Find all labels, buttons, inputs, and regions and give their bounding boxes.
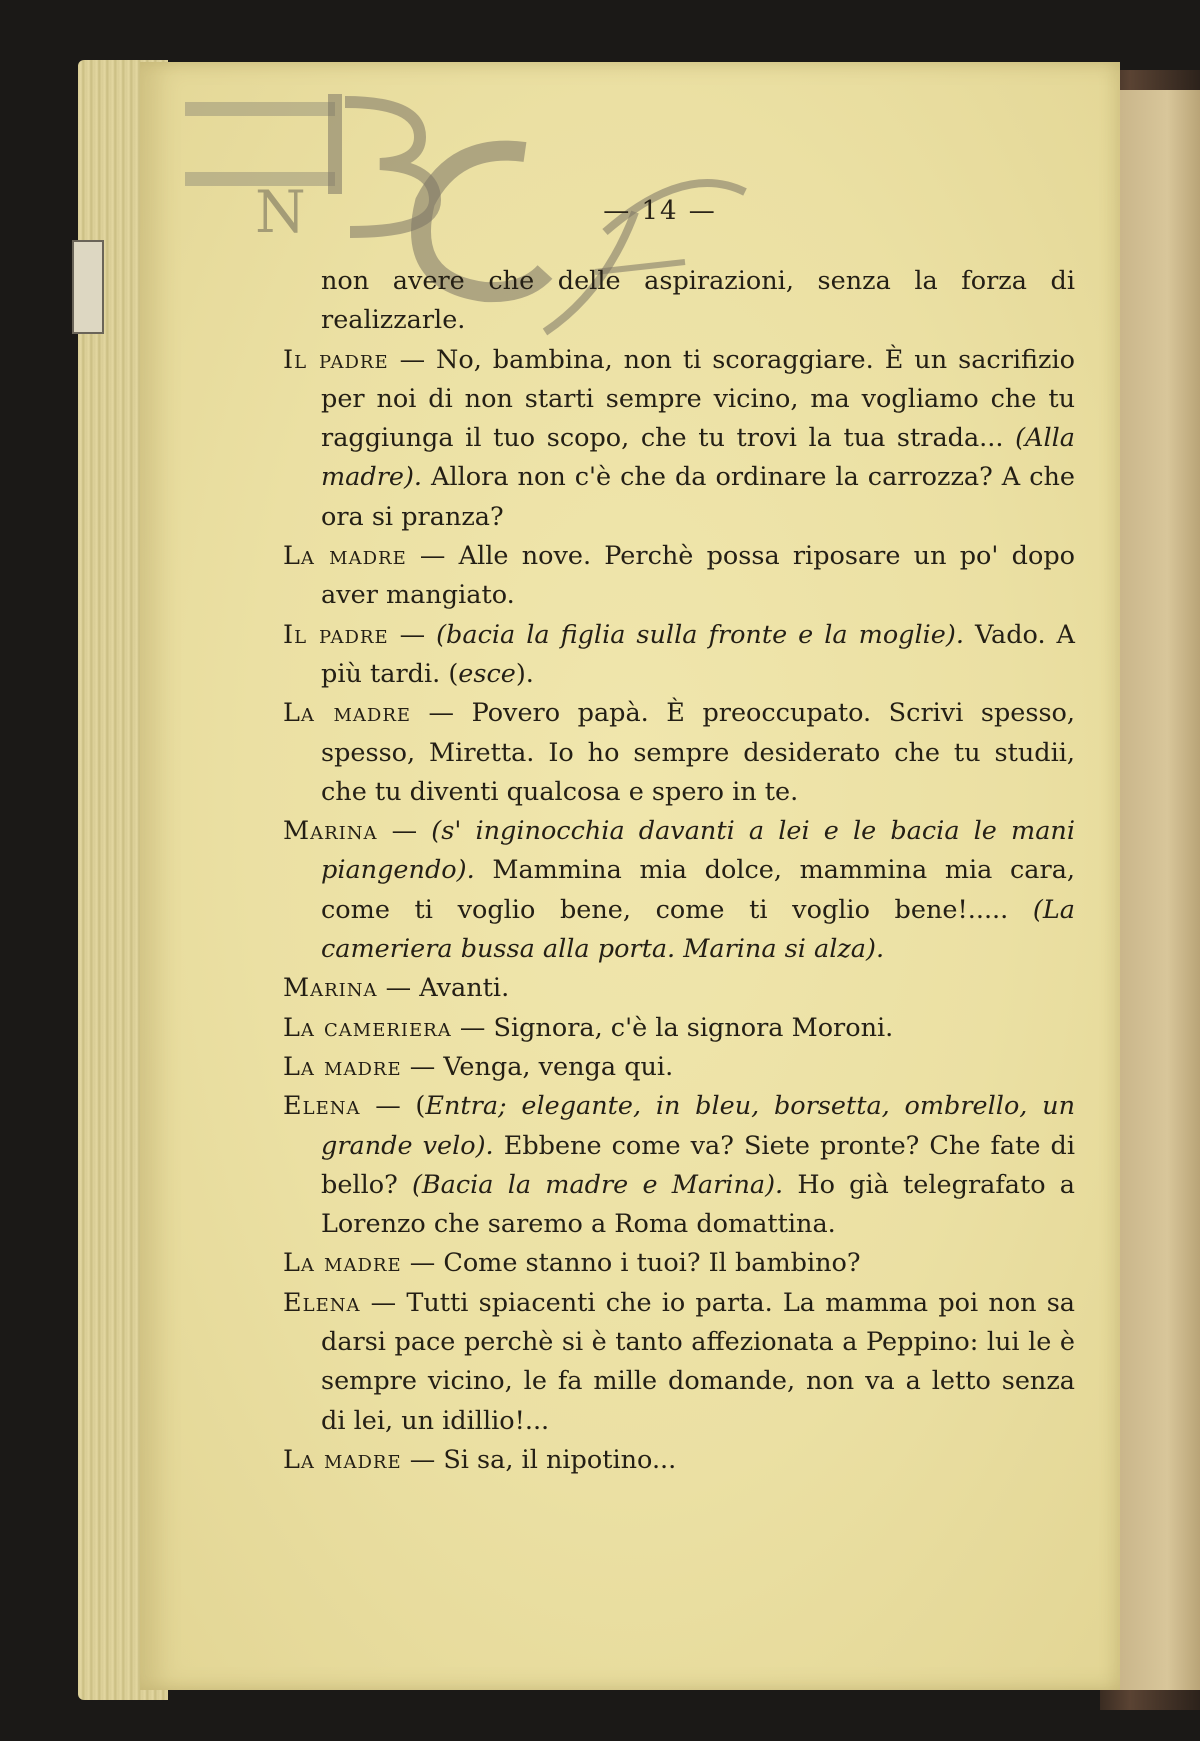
speaker-name: Il padre: [283, 619, 389, 650]
line-text: Si sa, il nipotino...: [443, 1444, 677, 1475]
library-label: [72, 240, 104, 334]
dash: —: [401, 1051, 444, 1082]
line-text: Allora non c'è che da ordinare la carrozza? A che ora si pranza?: [321, 462, 1075, 532]
line-text: Alle nove. Perchè possa riposare un po' dopo aver mangiato.: [321, 541, 1075, 611]
line-text: (: [415, 1091, 426, 1122]
dialogue-text: [283, 262, 1075, 1480]
book-endpaper: [1118, 90, 1200, 1690]
line-text: No, bambina, non ti scoraggiare. È un sacrifizio per noi di non starti sempre vicino, ma vogliamo che tu raggiunga il tuo scopo, che tu trovi la tua strada...: [321, 344, 1075, 454]
stage-direction: (Alla madre).: [321, 423, 1075, 493]
dialogue-line: [283, 1087, 1075, 1244]
dialogue-line: [283, 616, 1075, 695]
line-text: Come stanno i tuoi? Il bambino?: [443, 1248, 861, 1279]
page-number: — 14 —: [603, 196, 717, 226]
dialogue-line: [283, 1244, 1075, 1283]
speaker-name: La madre: [283, 1444, 402, 1475]
svg-text:N: N: [255, 178, 306, 246]
speaker-name: Marina: [283, 816, 378, 847]
speaker-name: Il padre: [283, 344, 389, 375]
speaker-name: La madre: [283, 541, 407, 572]
dash: —: [377, 973, 420, 1004]
stage-direction: (Bacia la madre e Marina).: [411, 1169, 784, 1200]
stage-direction: (s' inginocchia davanti a lei e le bacia le mani piangendo).: [321, 816, 1075, 886]
speaker-name: La madre: [283, 1248, 402, 1279]
stage-direction: esce: [458, 658, 516, 689]
dialogue-line: [283, 1048, 1075, 1087]
line-text: Ebbene come va? Siete pronte? Che fate di bello?: [321, 1130, 1076, 1200]
line-text: Ho già telegrafato a Lorenzo che saremo a Roma domattina.: [321, 1169, 1075, 1240]
speaker-name: La cameriera: [283, 1012, 452, 1043]
dialogue-line: [283, 1009, 1075, 1048]
dialogue-line: [283, 1284, 1075, 1441]
dash: —: [360, 1091, 416, 1122]
speaker-name: Elena: [283, 1287, 361, 1318]
dash: —: [406, 541, 459, 572]
dialogue-line: [283, 262, 1075, 341]
dialogue-line: [283, 969, 1075, 1008]
line-text: non avere che delle aspirazioni, senza la forza di realizzarle.: [321, 266, 1075, 336]
dialogue-line: [283, 537, 1075, 616]
dash: —: [401, 1444, 444, 1475]
stage-direction: Entra; elegante, in bleu, borsetta, ombrello, un grande velo).: [321, 1091, 1075, 1161]
speaker-name: Elena: [283, 1091, 361, 1122]
stage-direction: (bacia la figlia sulla fronte e la moglie).: [436, 619, 964, 650]
line-text: Venga, venga qui.: [443, 1051, 674, 1082]
dash: —: [360, 1287, 407, 1318]
stage-direction: (La cameriera bussa alla porta. Marina si alza).: [321, 894, 1075, 965]
line-text: Tutti spiacenti che io parta. La mamma poi non sa darsi pace perchè si è tanto affezionata a Peppino: lui le è sempre vicino, le fa mille domande, non va a letto senza di lei, un idillio!...: [321, 1287, 1075, 1436]
dash: —: [377, 816, 432, 847]
line-text: Signora, c'è la signora Moroni.: [493, 1012, 894, 1043]
speaker-name: La madre: [283, 698, 412, 729]
speaker-name: La madre: [283, 1051, 402, 1082]
dialogue-line: [283, 694, 1075, 812]
dash: —: [401, 1248, 444, 1279]
dialogue-line: [283, 1441, 1075, 1480]
line-text: ).: [515, 658, 534, 689]
dialogue-line: [283, 341, 1075, 537]
dash: —: [451, 1012, 494, 1043]
dash: —: [388, 619, 437, 650]
line-text: Vado. A più tardi. (: [321, 619, 1075, 689]
dialogue-line: [283, 812, 1075, 969]
line-text: Povero papà. È preoccupato. Scrivi spesso, spesso, Miretta. Io ho sempre desiderato che tu studii, che tu diventi qualcosa e spero in te.: [321, 698, 1075, 807]
dash: —: [411, 698, 472, 729]
line-text: Mammina mia dolce, mammina mia cara, come ti voglio bene, come ti voglio bene!.....: [321, 855, 1075, 925]
line-text: Avanti.: [419, 973, 510, 1004]
dash: —: [388, 344, 437, 375]
speaker-name: Marina: [283, 973, 378, 1004]
